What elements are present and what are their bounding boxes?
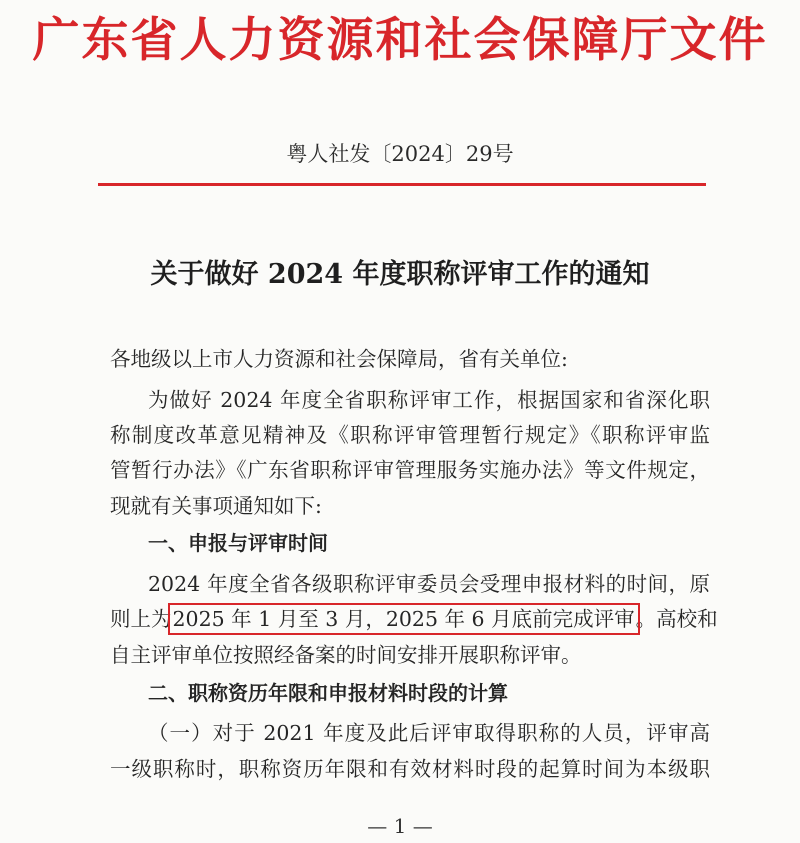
paragraph-line: 2024 年度全省各级职称评审委员会受理申报材料的时间，原 <box>148 572 710 596</box>
paragraph-line: （一）对于 2021 年度及此后评审取得职称的人员，评审高 <box>148 721 710 745</box>
text-after-highlight: 。高校和 <box>635 607 718 631</box>
paragraph-line: 一级职称时，职称资历年限和有效材料时段的起算时间为本级职 <box>110 757 710 781</box>
paragraph-line: 称制度改革意见精神及《职称评审管理暂行规定》《职称评审监 <box>110 423 710 447</box>
section-heading-1: 一、申报与评审时间 <box>148 531 328 555</box>
document-issuer-header: 广东省人力资源和社会保障厅文件 <box>32 13 768 68</box>
page-number: — 1 — <box>367 814 433 838</box>
paragraph-line: 管暂行办法》《广东省职称评审管理服务实施办法》等文件规定， <box>110 458 710 482</box>
salutation: 各地级以上市人力资源和社会保障局，省有关单位: <box>110 347 568 371</box>
section-heading-2: 二、职称资历年限和申报材料时段的计算 <box>148 681 508 705</box>
highlighted-deadline: 2025 年 1 月至 3 月，2025 年 6 月底前完成评审 <box>172 607 635 631</box>
paragraph-line: 自主评审单位按照经备案的时间安排开展职称评审。 <box>110 643 582 667</box>
document-number: 粤人社发〔2024〕29号 <box>286 142 514 166</box>
document-title: 关于做好 2024 年度职称评审工作的通知 <box>150 259 650 290</box>
paragraph-line: 为做好 2024 年度全省职称评审工作，根据国家和省深化职 <box>148 388 710 412</box>
red-divider-line <box>98 183 706 186</box>
paragraph-line-with-highlight <box>110 602 718 632</box>
text-before-highlight: 则上为 <box>110 607 172 631</box>
paragraph-line: 现就有关事项通知如下: <box>110 494 322 518</box>
